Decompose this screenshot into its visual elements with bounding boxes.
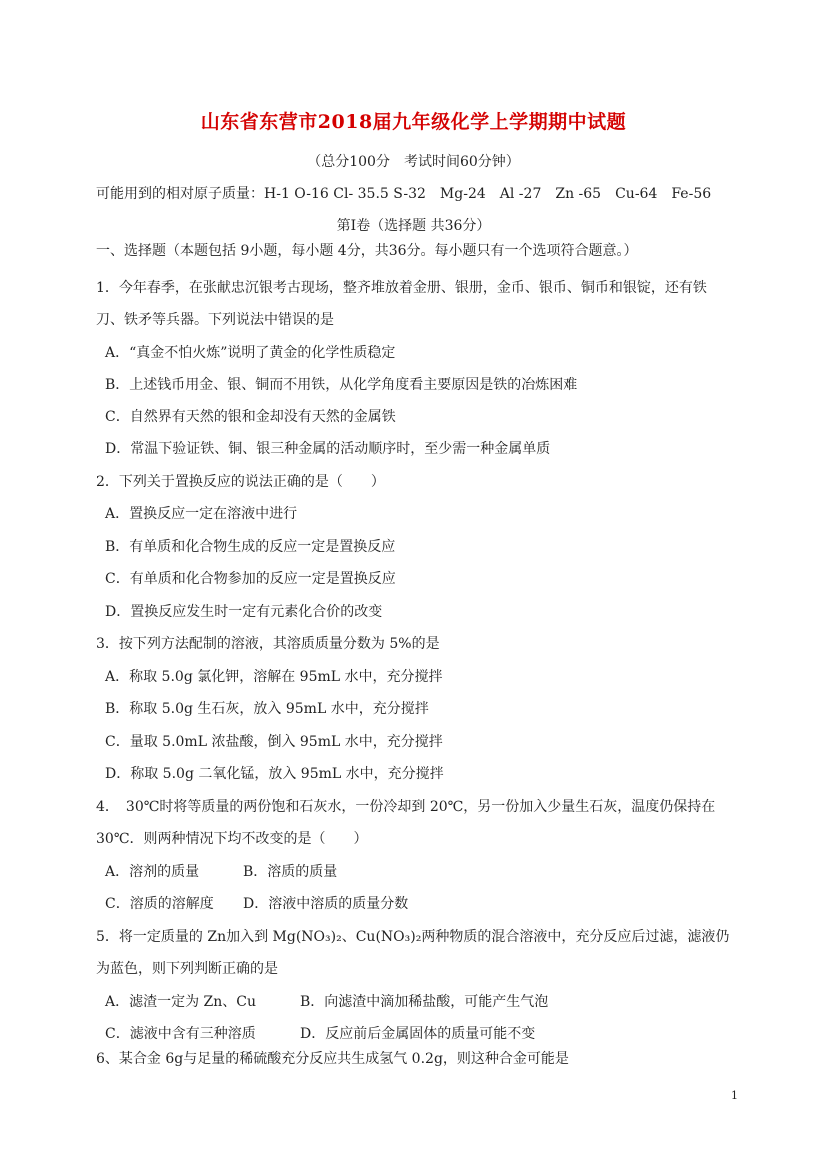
q1-stem-line-1: 1．今年春季，在张献忠沉银考古现场，整齐堆放着金册、银册，金币、银币、铜币和银锭，还有铁 <box>96 280 707 296</box>
q3-stem: 3．按下列方法配制的溶液，其溶质质量分数为 5%的是 <box>96 636 440 652</box>
q4-stem-line-1: 4． 30℃时将等质量的两份饱和石灰水，一份冷却到 20℃，另一份加入少量生石灰，温度仍保持在 <box>96 799 716 815</box>
q3-option-d: D．称取 5.0g 二氧化锰，放入 95mL 水中，充分搅拌 <box>105 766 444 782</box>
q4-option-c: C．溶质的溶解度 <box>105 896 214 912</box>
q2-option-d: D．置换反应发生时一定有元素化合价的改变 <box>105 604 383 620</box>
q2-option-c: C．有单质和化合物参加的反应一定是置换反应 <box>105 571 396 587</box>
q4-stem-line-2: 30℃．则两种情况下均不改变的是（ ） <box>96 831 368 847</box>
q4-option-a: A．溶剂的质量 <box>105 864 200 880</box>
q1-stem-line-2: 刀、铁矛等兵器。下列说法中错误的是 <box>96 312 334 328</box>
q2-stem: 2．下列关于置换反应的说法正确的是（ ） <box>96 474 385 490</box>
section-intro: 一、选择题（本题包括 9小题，每小题 4分，共36分。每小题只有一个选项符合题意。） <box>96 243 638 259</box>
q5-option-b: B．向滤渣中滴加稀盐酸，可能产生气泡 <box>300 994 549 1010</box>
q5-stem-line-2: 为蓝色，则下列判断正确的是 <box>96 961 278 977</box>
q3-option-b: B．称取 5.0g 生石灰，放入 95mL 水中，充分搅拌 <box>105 701 429 717</box>
exam-title: 山东省东营市2018届九年级化学上学期期中试题 <box>200 111 627 133</box>
q1-option-a: A．“真金不怕火炼”说明了黄金的化学性质稳定 <box>105 345 396 361</box>
q5-stem-line-1: 5．将一定质量的 Zn加入到 Mg(NO₃)₂、Cu(NO₃)₂两种物质的混合溶液中，充分反应后过滤，滤液仍 <box>96 929 730 945</box>
q4-option-b: B．溶质的质量 <box>243 864 338 880</box>
q5-option-c: C．滤液中含有三种溶质 <box>105 1026 256 1042</box>
atomic-masses: 可能用到的相对原子质量：H-1 O-16 Cl- 35.5 S-32 Mg-24 Al -27 Zn -65 Cu-64 Fe-56 <box>96 186 712 202</box>
q2-option-a: A．置换反应一定在溶液中进行 <box>105 506 298 522</box>
page-number: 1 <box>731 1089 738 1102</box>
q3-option-c: C．量取 5.0mL 浓盐酸，倒入 95mL 水中，充分搅拌 <box>105 734 443 750</box>
q5-option-a: A．滤渣一定为 Zn、Cu <box>105 994 257 1010</box>
q6-stem: 6、某合金 6g与足量的稀硫酸充分反应共生成氢气 0.2g，则这种合金可能是 <box>96 1051 569 1067</box>
volume-header: 第Ⅰ卷（选择题 共36分） <box>336 218 491 234</box>
q1-option-b: B．上述钱币用金、银、铜而不用铁，从化学角度看主要原因是铁的冶炼困难 <box>105 377 578 393</box>
q1-option-c: C．自然界有天然的银和金却没有天然的金属铁 <box>105 409 396 425</box>
q3-option-a: A．称取 5.0g 氯化钾，溶解在 95mL 水中，充分搅拌 <box>105 669 443 685</box>
q5-option-d: D．反应前后金属固体的质量可能不变 <box>300 1026 536 1042</box>
q4-option-d: D．溶液中溶质的质量分数 <box>243 896 409 912</box>
q1-option-d: D．常温下验证铁、铜、银三种金属的活动顺序时，至少需一种金属单质 <box>105 441 551 457</box>
exam-subtitle: （总分100分 考试时间60分钟） <box>307 154 520 170</box>
q2-option-b: B．有单质和化合物生成的反应一定是置换反应 <box>105 539 396 555</box>
